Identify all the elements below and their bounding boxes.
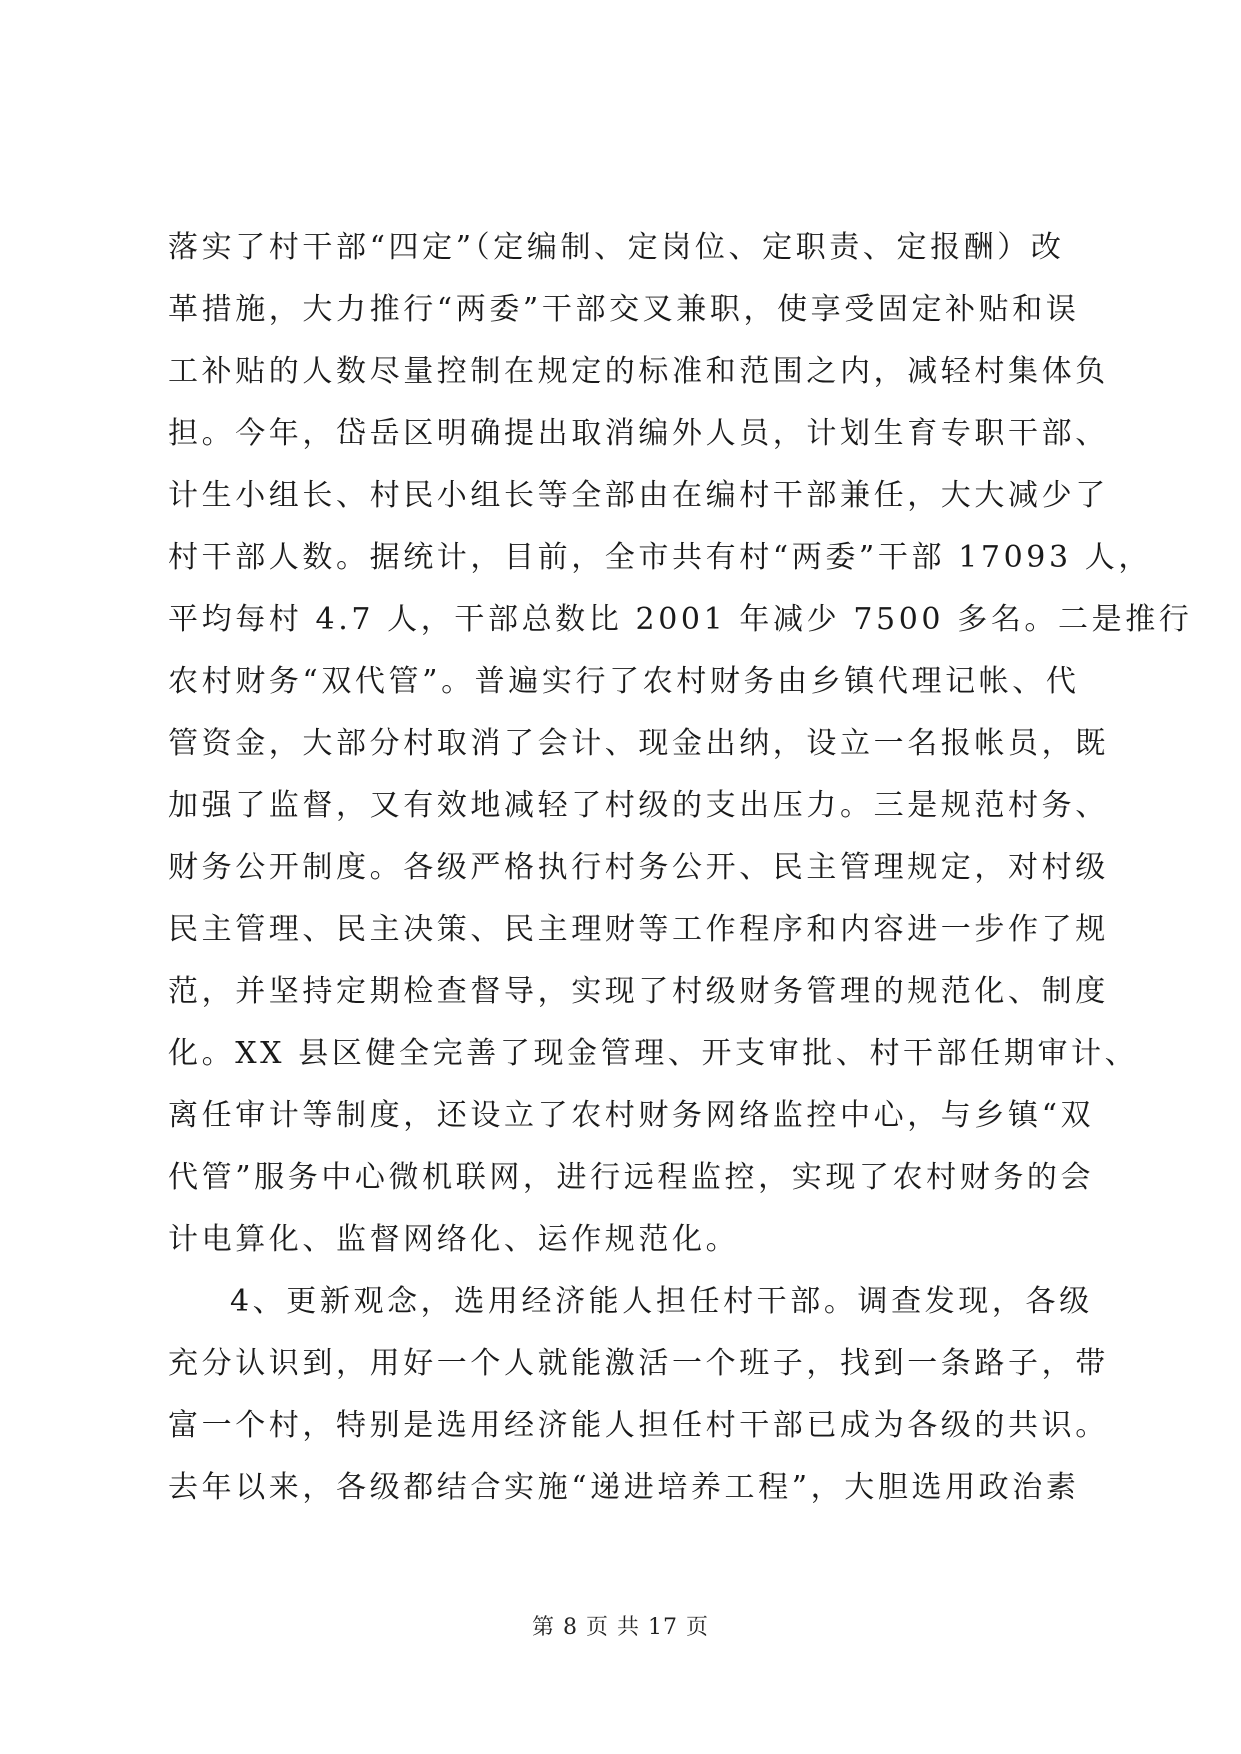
text-line: 计生小组长、村民小组长等全部由在编村干部兼任，大大减少了	[168, 478, 1109, 513]
text-line: 工补贴的人数尽量控制在规定的标准和范围之内，减轻村集体负	[168, 354, 1109, 389]
text-line: 代管”服务中心微机联网，进行远程监控，实现了农村财务的会	[168, 1160, 1095, 1195]
paragraph-first-line: 4、更新观念，选用经济能人担任村干部。调查发现，各级	[230, 1284, 1093, 1319]
text-line: 革措施，大力推行“两委”干部交叉兼职，使享受固定补贴和误	[168, 292, 1080, 327]
page-number-footer: 第 8 页 共 17 页	[532, 1615, 709, 1640]
text-line: 落实了村干部“四定”（定编制、定岗位、定职责、定报酬）改	[168, 230, 1065, 265]
text-line: 财务公开制度。各级严格执行村务公开、民主管理规定，对村级	[168, 850, 1109, 885]
text-line: 充分认识到，用好一个人就能激活一个班子，找到一条路子，带	[168, 1346, 1109, 1381]
text-line: 担。今年，岱岳区明确提出取消编外人员，计划生育专职干部、	[168, 416, 1109, 451]
text-line: 去年以来，各级都结合实施“递进培养工程”，大胆选用政治素	[168, 1470, 1080, 1505]
text-line: 离任审计等制度，还设立了农村财务网络监控中心，与乡镇“双	[168, 1098, 1095, 1133]
text-line: 村干部人数。据统计，目前，全市共有村“两委”干部 17093 人，	[168, 540, 1152, 575]
text-line: 化。XX 县区健全完善了现金管理、开支审批、村干部任期审计、	[168, 1036, 1139, 1071]
text-line: 富一个村，特别是选用经济能人担任村干部已成为各级的共识。	[168, 1408, 1109, 1443]
text-line: 民主管理、民主决策、民主理财等工作程序和内容进一步作了规	[168, 912, 1109, 947]
text-line: 平均每村 4.7 人，干部总数比 2001 年减少 7500 多名。二是推行	[168, 602, 1193, 637]
text-line: 计电算化、监督网络化、运作规范化。	[168, 1222, 740, 1257]
text-line: 范，并坚持定期检查督导，实现了村级财务管理的规范化、制度	[168, 974, 1109, 1009]
text-line: 加强了监督，又有效地减轻了村级的支出压力。三是规范村务、	[168, 788, 1109, 823]
text-line: 农村财务“双代管”。普遍实行了农村财务由乡镇代理记帐、代	[168, 664, 1080, 699]
text-line: 管资金，大部分村取消了会计、现金出纳，设立一名报帐员，既	[168, 726, 1109, 761]
